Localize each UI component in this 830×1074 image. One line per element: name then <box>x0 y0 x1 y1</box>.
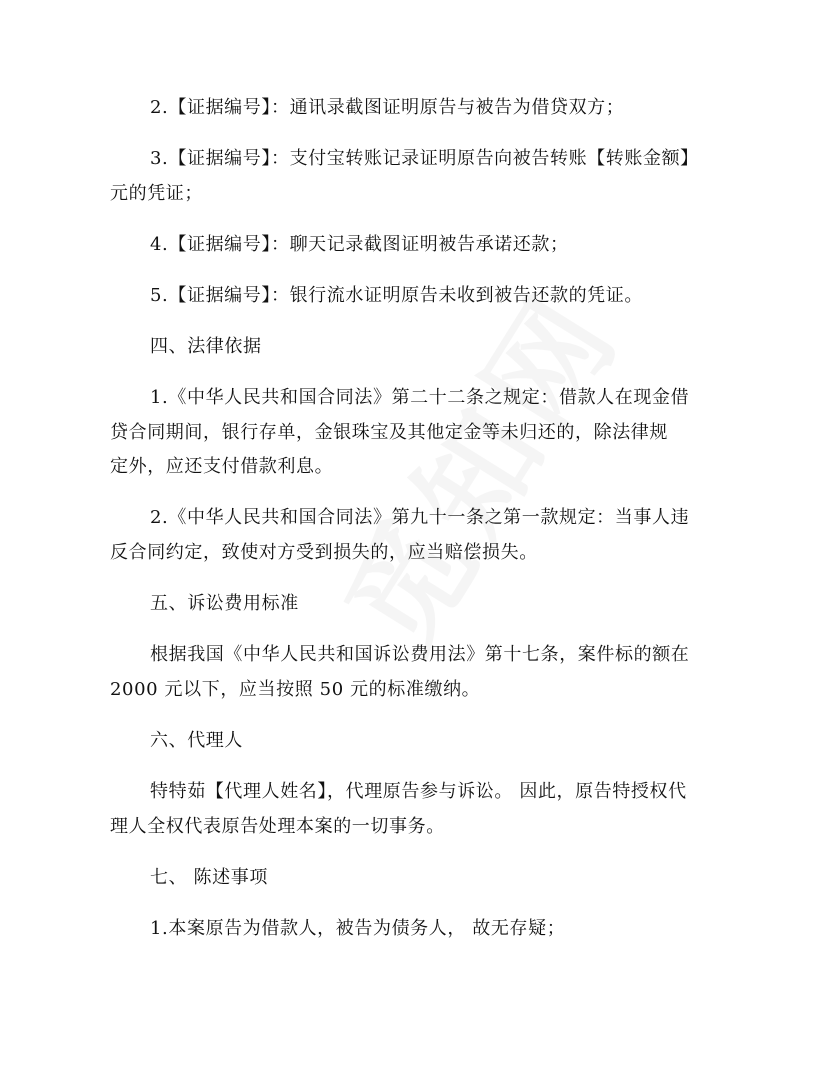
legal-basis-1-cont2: 定外，应还支付借款利息。 <box>110 456 334 477</box>
legal-basis-1: 1.《中华人民共和国合同法》第二十二条之规定：借款人在现金借 <box>150 387 690 408</box>
evidence-item-2: 2.【证据编号】：通讯录截图证明原告与被告为借贷双方； <box>150 97 625 118</box>
agent-paragraph: 特特茹【代理人姓名】，代理原告参与诉讼。 因此，原告特授权代 <box>150 781 687 802</box>
evidence-item-4: 4.【证据编号】：聊天记录截图证明被告承诺还款； <box>150 234 569 255</box>
legal-basis-2-cont: 反合同约定，致使对方受到损失的，应当赔偿损失。 <box>110 542 538 563</box>
evidence-item-3-cont: 元的凭证； <box>110 183 203 204</box>
legal-basis-2: 2.《中华人民共和国合同法》第九十一条之第一款规定：当事人违 <box>150 507 690 528</box>
section-heading-statements: 七、 陈述事项 <box>150 867 268 888</box>
section-heading-agent: 六、代理人 <box>150 730 243 751</box>
fees-paragraph-cont: 2000 元以下，应当按照 50 元的标准缴纳。 <box>110 679 481 700</box>
evidence-item-5: 5.【证据编号】：银行流水证明原告未收到被告还款的凭证。 <box>150 285 643 306</box>
fees-paragraph: 根据我国《中华人民共和国诉讼费用法》第十七条，案件标的额在 <box>150 644 690 665</box>
evidence-item-3: 3.【证据编号】：支付宝转账记录证明原告向被告转账【转账金额】 <box>150 148 699 169</box>
legal-basis-1-cont: 贷合同期间，银行存单，金银珠宝及其他定金等未归还的，除法律规 <box>110 422 668 443</box>
statement-1: 1.本案原告为借款人，被告为债务人， 故无存疑； <box>150 918 566 939</box>
section-heading-legal-basis: 四、法律依据 <box>150 336 262 357</box>
agent-paragraph-cont: 理人全权代表原告处理本案的一切事务。 <box>110 816 445 837</box>
watermark <box>299 255 652 677</box>
section-heading-fees: 五、诉讼费用标准 <box>150 593 299 614</box>
